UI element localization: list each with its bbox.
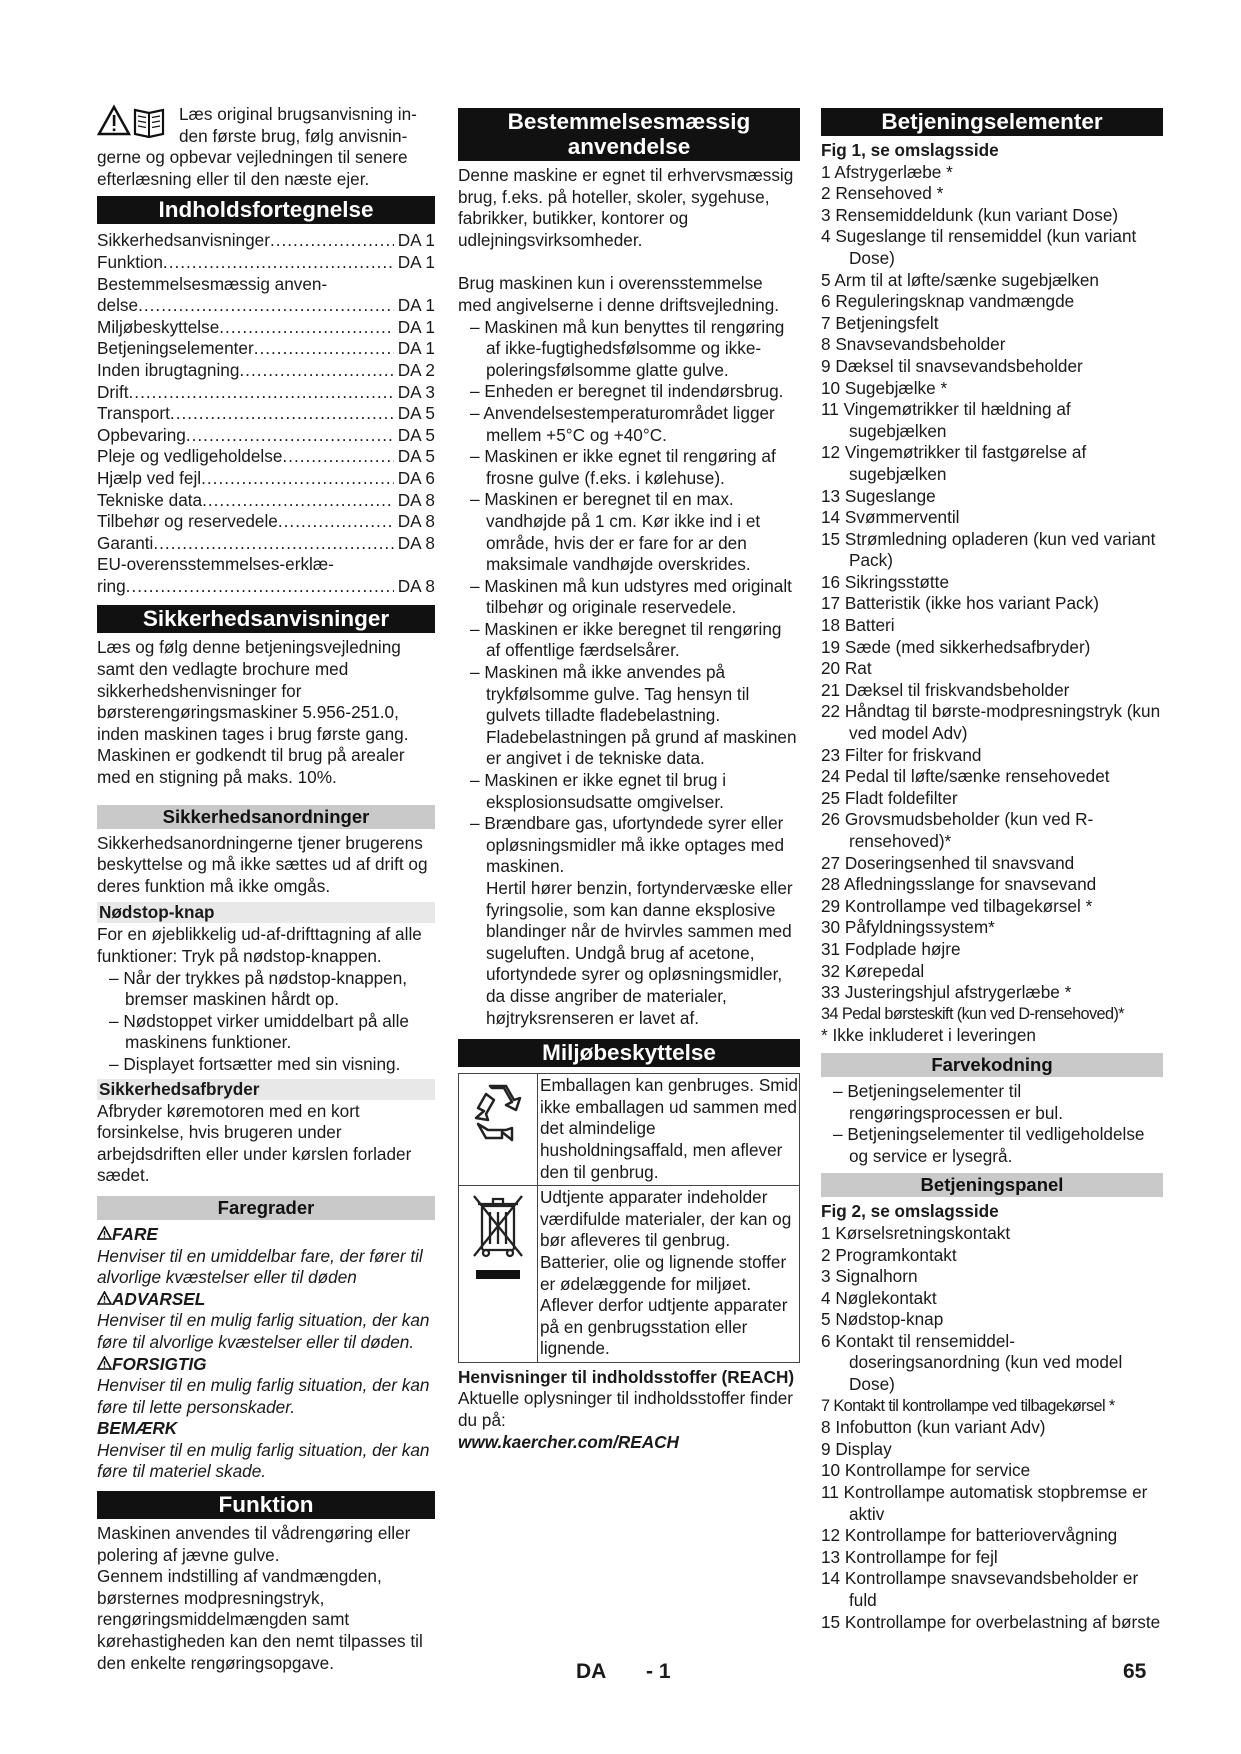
toc-label: Miljøbeskyttelse (97, 316, 220, 337)
list-item: – Maskinen må kun udstyres med originalt tilbehør og originale reservedele. (458, 576, 800, 619)
list-item: 1 Afstrygerlæbe * (821, 161, 953, 182)
list-item: 6 Kontakt til rensemiddel-doseringsanordning (kun ved model Dose) (821, 1330, 1123, 1395)
intro-line-1: Læs original brugsanvisning in- (179, 104, 417, 124)
function-paragraph-1: Maskinen anvendes til vådrengøring eller polering af jævne gulve. (97, 1523, 411, 1565)
toc-dots (126, 576, 394, 598)
toc-dots (129, 382, 394, 404)
footer-page-number: 65 (1123, 1660, 1147, 1683)
toc-page: DA 3 (397, 381, 435, 402)
toc-dots (282, 446, 393, 468)
intro-line-3: gerne og opbevar vejledningen til senere (97, 147, 408, 168)
toc-label: Pleje og vedligeholdelse (97, 446, 283, 467)
list-item: – Maskinen er ikke egnet til rengøring af frosne gulve (f.eks. i kølehuse). (458, 446, 800, 489)
safety-heading: Sikkerhedsanvisninger (97, 605, 435, 633)
list-item: 1 Kørselsretningskontakt (821, 1222, 1011, 1243)
toc-heading: Indholdsfortegnelse (97, 196, 435, 224)
list-item: – Maskinen er ikke egnet til brug i eksplosionsudsatte omgivelser. (458, 770, 800, 813)
toc-page: DA 8 (397, 575, 435, 596)
toc-row (97, 468, 435, 490)
list-item: 15 Kontrollampe for overbelastning af børste (821, 1611, 1161, 1632)
list-item: 33 Justeringshjul afstrygerlæbe * (821, 982, 1072, 1003)
control-panel-heading: Betjeningspanel (821, 1173, 1163, 1197)
toc-dots (138, 295, 394, 317)
environment-row-packaging (459, 1074, 799, 1186)
list-item: – Displayet fortsætter med sin visning. (97, 1054, 435, 1076)
environment-packaging-text: Emballagen kan genbruges. Smid ikke emballagen ud sammen med det almindelige husholdningsaffald, men aflever den til genbrug. (540, 1075, 798, 1182)
toc-label: Sikkerhedsanvisninger (97, 230, 270, 251)
list-item: 3 Rensemiddeldunk (kun variant Dose) (821, 204, 1119, 225)
warning-triangle-icon (97, 1224, 112, 1246)
toc-dots (278, 511, 394, 533)
list-item: 8 Snavsevandsbeholder (821, 334, 1006, 355)
toc-label: Tilbehør og reservedele (97, 511, 278, 532)
column-left (97, 104, 435, 1674)
toc-label: Betjeningselementer (97, 338, 254, 359)
toc-label: Opbevaring (97, 424, 186, 445)
toc-row (97, 446, 435, 468)
hazard-label-text: ADVARSEL (112, 1288, 206, 1309)
list-item: 7 Kontakt til kontrollampe ved tilbagekørsel * (821, 1396, 1115, 1415)
hazard-label-text: BEMÆRK (97, 1418, 178, 1439)
footer-local-page: - 1 (646, 1660, 671, 1683)
emergency-stop-text: For en øjeblikkelig ud-af-drifttagning af alle funktioner: Tryk på nødstop-knappen. (97, 924, 422, 966)
toc-row (97, 252, 435, 274)
toc-row (97, 360, 435, 382)
reach-text: Aktuelle oplysninger til indholdsstoffer finder du på: (458, 1388, 794, 1431)
safety-devices-heading: Sikkerhedsanordninger (97, 805, 435, 829)
list-item: – Maskinen er beregnet til en max. vandhøjde på 1 cm. Kør ikke ind i et område, hvis der er fare for ar den maksimale vandhøjde overskrides. (458, 489, 800, 575)
list-item: – Nødstoppet virker umiddelbart på alle maskinens funktioner. (97, 1011, 435, 1054)
control-panel-list (821, 1223, 1163, 1633)
list-item: 28 Afledningsslange for snavsevand (821, 874, 1097, 895)
list-item: – Enheden er beregnet til indendørsbrug. (458, 381, 800, 403)
toc-dots (163, 252, 394, 274)
list-item: 8 Infobutton (kun variant Adv) (821, 1417, 1046, 1438)
hazard-label (97, 1418, 435, 1440)
toc-row (97, 511, 435, 533)
controls-heading: Betjeningselementer (821, 108, 1163, 136)
toc-label: Bestemmelsesmæssig anven- (97, 273, 328, 294)
list-item: 4 Sugeslange til rensemiddel (kun variant Dose) (821, 226, 1137, 268)
toc-dots (219, 317, 393, 339)
recycle-icon (466, 1080, 530, 1144)
toc-page: DA 6 (397, 467, 435, 488)
list-item: 29 Kontrollampe ved tilbagekørsel * (821, 895, 1093, 916)
toc-page: DA 5 (397, 403, 435, 424)
list-item: 7 Betjeningsfelt (821, 312, 939, 333)
list-item: – Betjeningselementer til vedligeholdelse og service er lysegrå. (821, 1124, 1163, 1167)
list-item: 19 Sæde (med sikkerhedsafbryder) (821, 636, 1091, 657)
intended-use-list (458, 317, 800, 878)
toc-label: Transport (97, 403, 170, 424)
hazard-heading: Faregrader (97, 1196, 435, 1220)
list-item: 22 Håndtag til børste-modpresningstryk (kun ved model Adv) (821, 701, 1161, 744)
toc-dots (202, 490, 394, 512)
toc-row (97, 382, 435, 404)
controls-note: * Ikke inkluderet i leveringen (821, 1025, 1036, 1046)
list-item: 18 Batteri (821, 615, 895, 636)
list-item: 14 Svømmerventil (821, 507, 960, 528)
list-item: 13 Sugeslange (821, 485, 936, 506)
toc-page: DA 1 (397, 230, 435, 251)
toc-label: EU-overensstemmelses-erklæ- (97, 554, 334, 575)
intro-line-2: den første brug, følg anvisnin- (179, 125, 408, 146)
toc-label: Funktion (97, 251, 163, 272)
toc-row (97, 317, 435, 339)
toc-label: Drift (97, 381, 129, 402)
hazard-description: Henviser til en mulig farlig situation, der kan føre til lette personskader. (97, 1375, 430, 1417)
warning-book-icon (97, 104, 169, 138)
toc-dots (201, 468, 394, 490)
list-item: 6 Reguleringsknap vandmængde (821, 291, 1075, 312)
list-item: – Betjeningselementer til rengøringsprocessen er bul. (821, 1081, 1163, 1124)
function-heading: Funktion (97, 1491, 435, 1519)
hazard-label-text: FARE (112, 1223, 158, 1244)
toc-page: DA 2 (397, 359, 435, 380)
emergency-stop-heading: Nødstop-knap (97, 902, 435, 923)
list-item: 14 Kontrollampe snavsevandsbeholder er fuld (821, 1568, 1139, 1610)
intended-use-heading-line-1: Bestemmelsesmæssig (507, 109, 751, 134)
hazard-list (97, 1224, 435, 1483)
list-item: 4 Nøglekontakt (821, 1287, 937, 1308)
toc-page: DA 1 (397, 251, 435, 272)
toc-label: ring (97, 575, 126, 596)
environment-heading: Miljøbeskyttelse (458, 1039, 800, 1067)
toc-list (97, 230, 435, 597)
reach-link[interactable]: www.kaercher.com/REACH (458, 1431, 679, 1452)
toc-row (97, 338, 435, 360)
toc-row (97, 533, 435, 555)
list-item: – Maskinen må kun benyttes til rengøring af ikke-fugtighedsfølsomme og ikke-poleringsfølsomme glatte gulve. (458, 317, 800, 382)
list-item: 15 Strømledning opladeren (kun ved variant Pack) (821, 528, 1156, 571)
toc-dots (170, 403, 394, 425)
list-item: 9 Display (821, 1438, 892, 1459)
toc-label: Inden ibrugtagning (97, 359, 240, 380)
list-item: – Anvendelsestemperaturområdet ligger mellem +5°C og +40°C. (458, 403, 800, 446)
intro-line-4: efterlæsning eller til den næste ejer. (97, 168, 370, 189)
hazard-label-text: FORSIGTIG (112, 1353, 207, 1374)
controls-fig-ref: Fig 1, se omslagsside (821, 140, 999, 160)
reach-heading: Henvisninger til indholdsstoffer (REACH) (458, 1366, 795, 1387)
list-item: 34 Pedal børsteskift (kun ved D-rensehoved)* (821, 1004, 1125, 1023)
color-coding-heading: Farvekodning (821, 1053, 1163, 1077)
list-item: – Når der trykkes på nødstop-knappen, bremser maskinen hårdt op. (97, 968, 435, 1011)
hazard-description: Henviser til en umiddelbar fare, der fører til alvorlige kvæstelser eller til døden (97, 1245, 423, 1288)
warning-triangle-icon (97, 1289, 112, 1311)
list-item: 27 Doseringsenhed til snavsvand (821, 852, 1075, 873)
environment-disposal-text: Udtjente apparater indeholder værdifulde materialer, der kan og bør afleveres til genbrug. Batterier, olie og lignende stoffer er ødelæggende for miljøet. Aflever derfor udtjente apparater på en genbrugsstation eller lignende. (540, 1187, 792, 1359)
list-item: – Maskinen er ikke beregnet til rengøring af offentlige færdselsårer. (458, 619, 800, 662)
toc-page: DA 8 (397, 489, 435, 510)
list-item: – Brændbare gas, ufortyndede syrer eller opløsningsmidler må ikke optages med maskinen. (458, 813, 800, 878)
intended-use-heading-line-2: anvendelse (567, 134, 691, 159)
list-item: 12 Kontrollampe for batteriovervågning (821, 1525, 1118, 1546)
list-item: 10 Kontrollampe for service (821, 1460, 1031, 1481)
list-item: 30 Påfyldningssystem* (821, 917, 995, 938)
toc-page: DA 5 (397, 446, 435, 467)
toc-page: DA 1 (397, 295, 435, 316)
list-item: 9 Dæksel til snavsevandsbeholder (821, 355, 1083, 376)
hazard-description: Henviser til en mulig farlig situation, der kan føre til materiel skade. (97, 1439, 430, 1482)
safety-switch-text: Afbryder køremotoren med en kort forsinkelse, hvis brugeren under arbejdsdriften eller under kørslen forlader sædet. (97, 1100, 412, 1186)
toc-label: delse (97, 295, 139, 316)
toc-row (97, 230, 435, 252)
warning-triangle-icon (97, 1354, 112, 1376)
environment-row-disposal (459, 1186, 799, 1362)
safety-switch-heading: Sikkerhedsafbryder (97, 1079, 435, 1100)
list-item: 5 Arm til at løfte/sænke sugebjælken (821, 269, 1099, 290)
toc-row (97, 295, 435, 317)
list-item: 5 Nødstop-knap (821, 1309, 944, 1330)
column-middle (458, 104, 800, 1453)
list-item: 10 Sugebjælke * (821, 377, 948, 398)
toc-row (97, 403, 435, 425)
toc-label: Tekniske data (97, 489, 203, 510)
toc-dots (270, 230, 394, 252)
toc-label: Garanti (97, 532, 154, 553)
list-item: 2 Programkontakt (821, 1244, 957, 1265)
intended-use-paragraph-1: Denne maskine er egnet til erhvervsmæssig brug, f.eks. på hoteller, skoler, sygehuse, fabrikker, butikker, kontorer og udlejningsvirksomheder. (458, 165, 794, 250)
hazard-label (97, 1224, 435, 1246)
toc-page: DA 5 (397, 424, 435, 445)
environment-table (458, 1073, 800, 1363)
list-item: 26 Grovsmudsbeholder (kun ved R-rensehoved)* (821, 809, 1094, 851)
intended-use-paragraph-3: Hertil hører benzin, fortyndervæske eller fyringsolie, som kan danne eksplosive blandinger når de hvirvles sammen med sugeluften. Undgå brug af acetone, ufortyndede syrer og opløsningsmidler, da disse angriber de materialer, højtryksrenseren er lavet af. (486, 878, 793, 1028)
toc-row (97, 490, 435, 512)
list-item: 2 Rensehoved * (821, 183, 944, 204)
toc-page: DA 1 (397, 316, 435, 337)
hazard-label (97, 1354, 435, 1376)
controls-list (821, 162, 1163, 1026)
toc-label: Hjælp ved fejl (97, 467, 202, 488)
list-item: 32 Kørepedal (821, 960, 925, 981)
toc-dots (153, 533, 393, 555)
safety-devices-text: Sikkerhedsanordningerne tjener brugerens beskyttelse og må ikke sættes ud af drift og deres funktion må ikke omgås. (97, 832, 428, 896)
toc-page: DA 1 (397, 338, 435, 359)
toc-page: DA 8 (397, 532, 435, 553)
intro-notice (97, 104, 435, 190)
list-item: 11 Vingemøtrikker til hældning af sugebjælken (821, 399, 1071, 441)
intended-use-heading (458, 108, 800, 161)
safety-paragraph-2: Maskinen er godkendt til brug på arealer med en stigning på maks. 10%. (97, 745, 405, 788)
toc-row (97, 576, 435, 598)
color-coding-list (821, 1081, 1163, 1167)
hazard-label (97, 1289, 435, 1311)
list-item: 20 Rat (821, 658, 872, 679)
toc-page: DA 8 (397, 511, 435, 532)
list-item: 25 Fladt foldefilter (821, 787, 958, 808)
list-item: 13 Kontrollampe for fejl (821, 1546, 998, 1567)
list-item: 3 Signalhorn (821, 1266, 918, 1287)
list-item: 23 Filter for friskvand (821, 744, 982, 765)
hazard-description: Henviser til en mulig farlig situation, der kan føre til alvorlige kvæstelser eller til døden. (97, 1310, 430, 1352)
safety-paragraph-1: Læs og følg denne betjeningsvejledning samt den vedlagte brochure med sikkerhedshenvisninger for børsterengøringsmaskiner 5.956-251.0, inden maskinen tages i brug første gang. (97, 637, 409, 744)
toc-row (97, 425, 435, 447)
column-right (821, 104, 1163, 1633)
emergency-stop-list (97, 968, 435, 1076)
list-item: 31 Fodplade højre (821, 938, 961, 959)
list-item: 24 Pedal til løfte/sænke rensehovedet (821, 766, 1110, 787)
toc-dots (186, 425, 394, 447)
list-item: 17 Batteristik (ikke hos variant Pack) (821, 593, 1099, 614)
toc-dots (254, 338, 394, 360)
footer-language: DA (576, 1660, 607, 1683)
control-panel-fig-ref: Fig 2, se omslagsside (821, 1201, 999, 1222)
list-item: 12 Vingemøtrikker til fastgørelse af sugebjælken (821, 442, 1087, 484)
list-item: 11 Kontrollampe automatisk stopbremse er aktiv (821, 1482, 1148, 1524)
list-item: 21 Dæksel til friskvandsbeholder (821, 679, 1070, 700)
intended-use-paragraph-2: Brug maskinen kun i overensstemmelse med angivelserne i denne driftsvejledning. (458, 273, 780, 315)
crossed-bin-icon (466, 1192, 530, 1292)
function-paragraph-2: Gennem indstilling af vandmængden, børsternes modpresningstryk, rengøringsmiddelmængden samt kørehastigheden kan den nemt tilpasses til den enkelte rengøringsopgave. (97, 1566, 423, 1673)
toc-dots (239, 360, 393, 382)
list-item: 16 Sikringsstøtte (821, 571, 949, 592)
list-item: – Maskinen må ikke anvendes på trykfølsomme gulve. Tag hensyn til gulvets tilladte fladebelastning. Fladebelastningen på grund af maskinen er angivet i de tekniske data. (458, 662, 800, 770)
